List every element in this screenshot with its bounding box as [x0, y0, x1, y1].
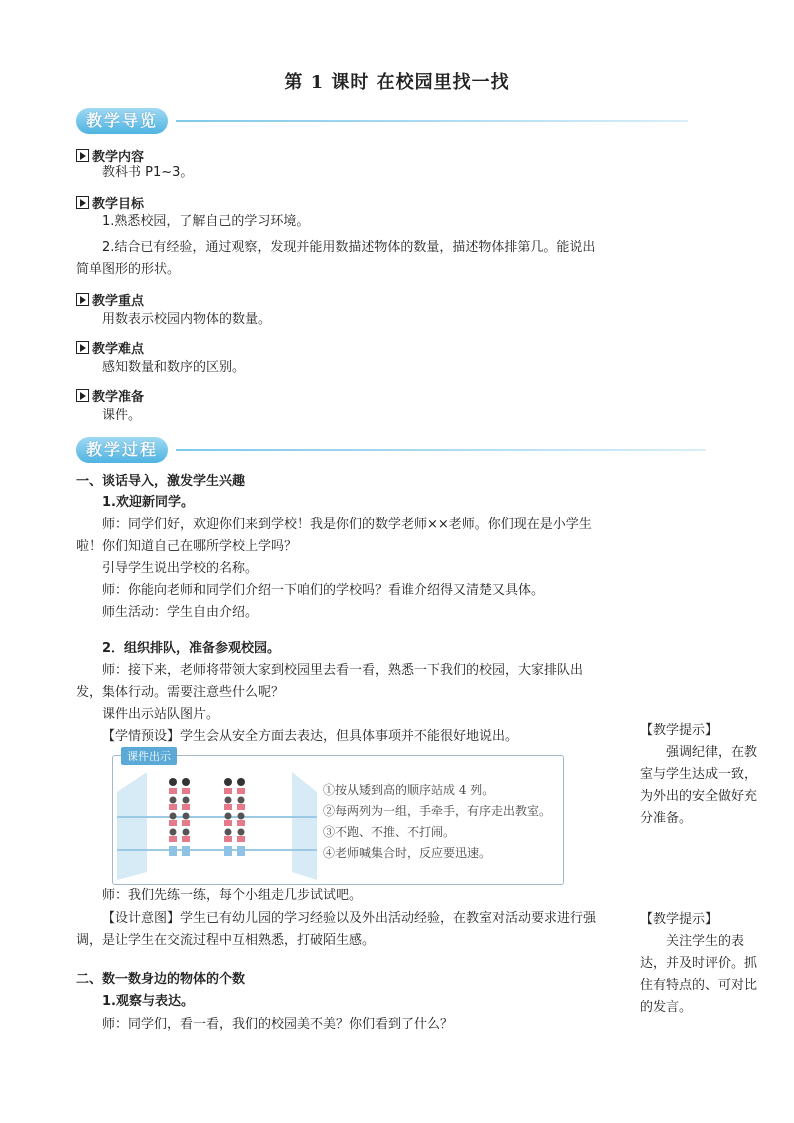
play-icon: [76, 293, 89, 306]
side-note-title: 【教学提示】: [640, 912, 719, 927]
side-note-text: 关注学生的表达，并及时评价。抓住有特点的、可对比的发言。: [640, 934, 758, 1015]
design-intent: 【设计意图】学生已有幼儿园的学习经验以及外出活动经验，在教室对活动要求进行强调，是让学生在交流过程中互相熟悉，打破陌生感。: [76, 911, 597, 948]
play-icon: [76, 341, 89, 354]
paragraph: 师：接下来，老师将带领大家到校园里去看一看，熟悉一下我们的校园，大家排队出发，集体行动。需要注意些什么呢？: [76, 663, 584, 700]
part1-title: 一、谈话导入，激发学生兴趣: [76, 474, 246, 489]
side-note-2: [640, 909, 760, 1019]
banner-divider: [176, 120, 688, 122]
content-text: 教科书 P1~3。: [102, 165, 194, 180]
rule-4: ④老师喊集合时，反应要迅速。: [323, 846, 492, 860]
paragraph: 师：你能向老师和同学们介绍一下咱们的学校吗？看谁介绍得又清楚又具体。: [102, 583, 545, 598]
heading-prep: 教学准备: [76, 386, 144, 405]
paragraph: 师：同学们，看一看，我们的校园美不美？你们看到了什么？: [102, 1017, 454, 1032]
courseware-panel: [112, 750, 564, 885]
side-note-text: 强调纪律，在教室与学生达成一致，为外出的安全做好充分准备。: [640, 745, 758, 826]
paragraph: 引导学生说出学校的名称。: [102, 561, 259, 576]
part1-subheading: 1.欢迎新同学。: [102, 495, 194, 510]
courseware-tag: 课件出示: [121, 747, 177, 765]
heading-keypoint: 教学重点: [76, 290, 144, 309]
rule-1: ①按从矮到高的顺序站成 4 列。: [323, 783, 495, 797]
paragraph: 师生活动：学生自由介绍。: [102, 605, 259, 620]
side-note-1: [640, 720, 760, 830]
heading-goals: 教学目标: [76, 193, 144, 212]
banner-label: 教学过程: [76, 437, 168, 463]
rule-3: ③不跑、不推、不打闹。: [323, 825, 456, 839]
side-note-title: 【教学提示】: [640, 723, 719, 738]
part2-subheading: 1.观察与表达。: [102, 994, 194, 1009]
heading-content: 教学内容: [76, 146, 144, 165]
section-banner-process: [76, 437, 706, 463]
goal-1: 1.熟悉校园，了解自己的学习环境。: [102, 214, 310, 229]
goal-2: 2.结合已有经验，通过观察，发现并能用数描述物体的数量，描述物体排第几。能说出简单图形的形状。: [76, 240, 596, 277]
banner-divider: [176, 449, 706, 451]
paragraph: 【学情预设】学生会从安全方面去表达，但具体事项并不能很好地说出。: [102, 729, 519, 744]
paragraph: 师：我们先练一练，每个小组走几步试试吧。: [102, 888, 363, 903]
play-icon: [76, 149, 89, 162]
page-title: 第 1 课时 在校园里找一找: [284, 72, 510, 93]
queue-illustration: [117, 762, 317, 880]
part2-title: 二、数一数身边的物体的个数: [76, 972, 246, 987]
paragraph: 师：同学们好，欢迎你们来到学校！我是你们的数学老师××老师。你们现在是小学生啦！你们知道自己在哪所学校上学吗？: [76, 517, 592, 554]
difficulty-text: 感知数量和数序的区别。: [102, 360, 246, 375]
heading-difficulty: 教学难点: [76, 338, 144, 357]
keypoint-text: 用数表示校园内物体的数量。: [102, 312, 272, 327]
section-banner-guide: [76, 108, 688, 134]
play-icon: [76, 389, 89, 402]
prep-text: 课件。: [102, 408, 142, 423]
rule-2: ②每两列为一组，手牵手，有序走出教室。: [323, 804, 552, 818]
banner-label: 教学导览: [76, 108, 168, 134]
play-icon: [76, 196, 89, 209]
part1-subheading-2: 2．组织排队，准备参观校园。: [102, 641, 281, 656]
paragraph: 课件出示站队图片。: [102, 707, 220, 722]
